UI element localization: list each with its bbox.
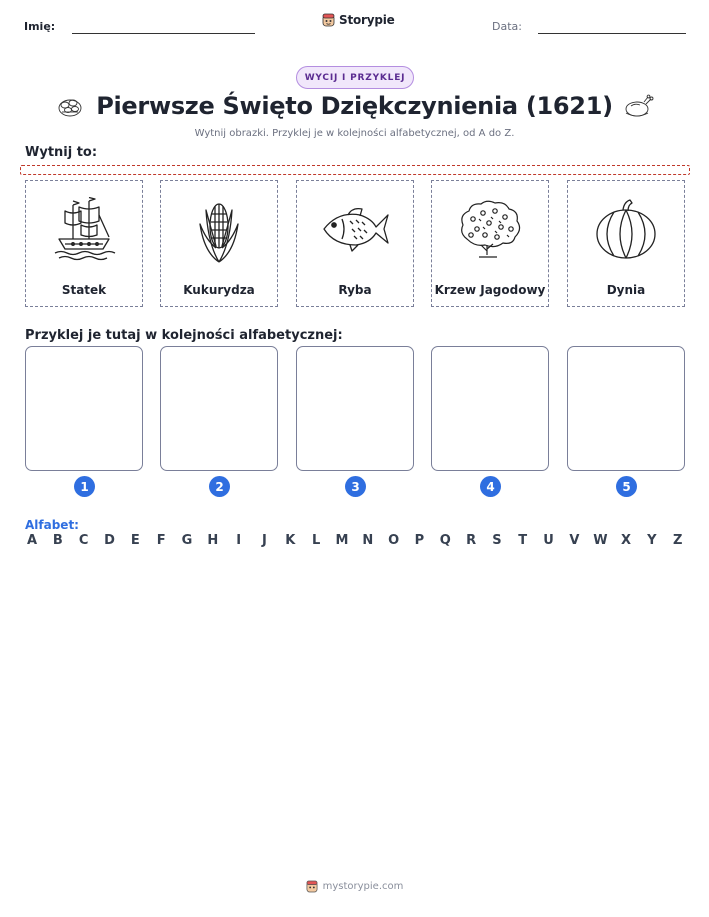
instructions: Wytnij obrazki. Przyklej je w kolejności alfabetycznej, od A do Z. xyxy=(194,128,515,139)
alphabet-letter: O xyxy=(388,533,400,548)
brand-name: Storypie xyxy=(339,13,395,27)
paste-slot-4[interactable] xyxy=(431,346,549,471)
footer xyxy=(0,880,709,893)
slot-number: 4 xyxy=(480,476,501,497)
slot-number: 1 xyxy=(74,476,95,497)
card-label: Dynia xyxy=(606,283,646,297)
alphabet-letter: A xyxy=(26,533,38,548)
alphabet-letter: V xyxy=(569,533,580,548)
card-label: Krzew Jagodowy xyxy=(434,283,546,297)
ship-icon xyxy=(51,197,117,261)
alphabet-letter: P xyxy=(414,533,425,548)
alphabet-letter: C xyxy=(78,533,89,548)
alphabet-letter: H xyxy=(207,533,219,548)
alphabet-letter: K xyxy=(285,533,296,548)
paste-slot-5[interactable] xyxy=(567,346,685,471)
paste-slot-1[interactable] xyxy=(25,346,143,471)
alphabet-label: Alfabet: xyxy=(25,518,79,532)
card-label: Statek xyxy=(61,283,107,297)
card-label: Ryba xyxy=(338,283,372,297)
alphabet-letter: X xyxy=(621,533,632,548)
paste-slot-3[interactable] xyxy=(296,346,414,471)
alphabet-letter: L xyxy=(311,533,321,548)
slot-number: 2 xyxy=(209,476,230,497)
alphabet-letter: R xyxy=(466,533,477,548)
cut-card-fish[interactable] xyxy=(296,180,414,307)
paste-slots xyxy=(25,346,685,496)
alphabet-letter: Q xyxy=(439,533,451,548)
alphabet-letter: Z xyxy=(672,533,683,548)
fish-icon xyxy=(320,205,390,253)
cut-card-pumpkin[interactable] xyxy=(567,180,685,307)
pumpkin-icon xyxy=(594,198,658,260)
alphabet-letter: B xyxy=(52,533,63,548)
alphabet-letter: F xyxy=(156,533,166,548)
alphabet-letter: I xyxy=(236,533,242,548)
corn-icon xyxy=(194,194,244,264)
alphabet-letter: G xyxy=(181,533,193,548)
roast-turkey-icon xyxy=(622,94,654,118)
page-title: Pierwsze Święto Dziękczynienia (1621) xyxy=(96,92,613,120)
berry-bush-icon xyxy=(457,199,523,259)
activity-badge: WYCIJ I PRZYKLEJ xyxy=(296,66,414,89)
footer-url: mystorypie.com xyxy=(322,881,404,892)
date-label: Data: xyxy=(492,20,522,33)
cut-section-label: Wytnij to: xyxy=(25,145,98,160)
slot-number: 5 xyxy=(616,476,637,497)
slot-number: 3 xyxy=(345,476,366,497)
date-line[interactable] xyxy=(538,33,686,34)
paste-section-label: Przyklej je tutaj w kolejności alfabetycznej: xyxy=(25,328,343,343)
card-label: Kukurydza xyxy=(183,283,255,297)
cut-card-corn[interactable] xyxy=(160,180,278,307)
name-line[interactable] xyxy=(72,33,255,34)
cut-card-berry-bush[interactable] xyxy=(431,180,549,307)
alphabet-letter: E xyxy=(130,533,140,548)
alphabet-row xyxy=(25,533,685,548)
cut-cards xyxy=(25,180,685,307)
paste-slot-2[interactable] xyxy=(160,346,278,471)
storypie-mascot-icon xyxy=(322,13,335,27)
storypie-mascot-icon xyxy=(306,880,318,893)
name-label: Imię: xyxy=(24,20,56,33)
alphabet-letter: T xyxy=(518,533,528,548)
alphabet-letter: J xyxy=(262,533,267,548)
cut-line xyxy=(20,165,690,175)
alphabet-letter: U xyxy=(543,533,554,548)
cut-card-ship[interactable] xyxy=(25,180,143,307)
alphabet-letter: D xyxy=(104,533,115,548)
alphabet-letter: Y xyxy=(647,533,657,548)
alphabet-letter: M xyxy=(335,533,349,548)
brand-logo xyxy=(322,13,395,27)
alphabet-letter: W xyxy=(593,533,608,548)
alphabet-letter: N xyxy=(362,533,374,548)
alphabet-letter: S xyxy=(492,533,502,548)
